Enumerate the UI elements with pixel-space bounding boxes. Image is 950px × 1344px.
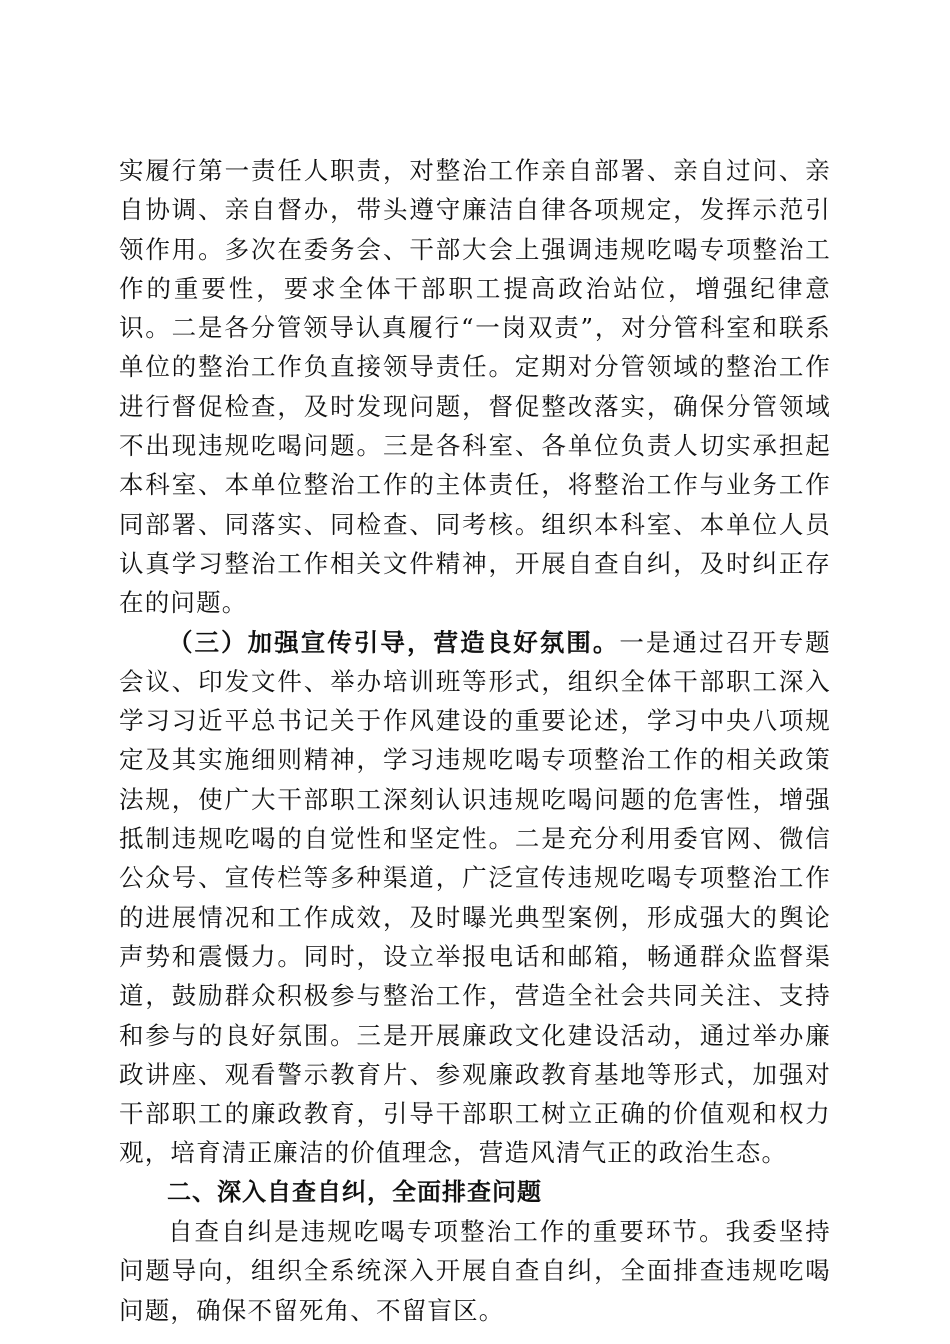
paragraph-self-inspection: 自查自纠是违规吃喝专项整治工作的重要环节。我委坚持问题导向，组织全系统深入开展自查自纠，全面排查违规吃喝问题，确保不留死角、不留盲区。 xyxy=(119,1217,831,1325)
paragraph-continued: 实履行第一责任人职责，对整治工作亲自部署、亲自过问、亲自协调、亲自督办，带头遵守廉洁自律各项规定，发挥示范引领作用。多次在委务会、干部大会上强调违规吃喝专项整治工作的重要性，要求全体干部职工提高政治站位，增强纪律意识。二是各分管领导认真履行“一岗双责”，对分管科室和联系单位的整治工作负直接领导责任。定期对分管领域的整治工作进行督促检查，及时发现问题，督促整改落实，确保分管领域不出现违规吃喝问题。三是各科室、各单位负责人切实承担起本科室、本单位整治工作的主体责任，将整治工作与业务工作同部署、同落实、同检查、同考核。组织本科室、本单位人员认真学习整治工作相关文件精神，开展自查自纠，及时纠正存在的问题。 xyxy=(119,156,831,618)
paragraph-publicity xyxy=(119,623,831,1173)
section-heading: 二、深入自查自纠，全面排查问题 xyxy=(167,1177,542,1206)
paragraph-body-text: 一是通过召开专题会议、印发文件、举办培训班等形式，组织全体干部职工深入学习习近平总书记关于作风建设的重要论述，学习中央八项规定及其实施细则精神，学习违规吃喝专项整治工作的相关政策法规，使广大干部职工深刻认识违规吃喝问题的危害性，增强抵制违规吃喝的自觉性和坚定性。二是充分利用委官网、微信公众号、宣传栏等多种渠道，广泛宣传违规吃喝专项整治工作的进展情况和工作成效，及时曝光典型案例，形成强大的舆论声势和震慑力。同时，设立举报电话和邮箱，畅通群众监督渠道，鼓励群众积极参与整治工作，营造全社会共同关注、支持和参与的良好氛围。三是开展廉政文化建设活动，通过举办廉政讲座、观看警示教育片、参观廉政教育基地等形式，加强对干部职工的廉政教育，引导干部职工树立正确的价值观和权力观，培育清正廉洁的价值理念，营造风清气正的政治生态。 xyxy=(119,627,831,1168)
paragraph-lead-heading: （三）加强宣传引导，营造良好氛围。 xyxy=(168,627,620,657)
document-body xyxy=(119,151,831,1330)
